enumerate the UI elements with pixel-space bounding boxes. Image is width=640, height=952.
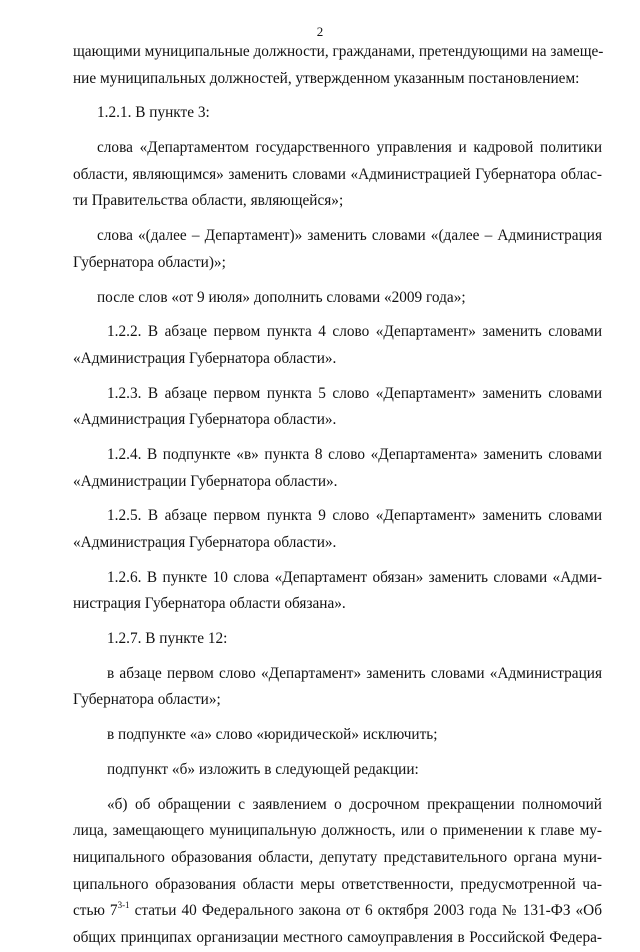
text-line-with-superscript <box>73 898 602 925</box>
paragraph-heading: 1.2.1. В пункте 3: <box>97 104 210 122</box>
text-line: «Администрация Губернатора области». <box>73 411 337 429</box>
superscript: 3-1 <box>117 900 130 911</box>
page-number: 2 <box>316 24 324 39</box>
text-line: ти Правительства области, являющейся»; <box>73 192 344 210</box>
text-line: «Администрация Губернатора области». <box>73 534 337 551</box>
text-line: 1.2.6. В пункте 10 слова «Департамент обязан» заменить словами «Адми- <box>107 568 602 586</box>
text-line: «Администрация Губернатора области». <box>73 349 337 367</box>
text-line: ние муниципальных должностей, утвержденном указанным постановлением: <box>73 69 580 87</box>
text-line: «б) об обращении с заявлением о досрочном прекращении полномочий <box>107 795 602 813</box>
text-fragment: стью 7 <box>73 902 118 920</box>
text-line: слова «(далее – Департамент)» заменить словами «(далее – Администрация <box>97 227 602 245</box>
paragraph-heading: 1.2.7. В пункте 12: <box>107 630 228 648</box>
text-fragment: статьи 40 Федерального закона от 6 октября 2003 года № 131-ФЗ «Об <box>129 902 602 920</box>
text-line: щающими муниципальные должности, гражданами, претендующими на замеще- <box>73 43 604 60</box>
text-line: нистрация Губернатора области обязана». <box>73 595 346 613</box>
text-line: общих принципах организации местного самоуправления в Российской Федера- <box>73 928 602 946</box>
text-line: 1.2.4. В подпункте «в» пункта 8 слово «Департамента» заменить словами <box>107 445 602 463</box>
text-line: ниципального образования области, депутату представительного органа муни- <box>73 848 602 866</box>
text-line: после слов «от 9 июля» дополнить словами «2009 года»; <box>97 288 466 306</box>
text-line: Губернатора области)»; <box>73 253 226 271</box>
text-line: «Администрации Губернатора области». <box>73 472 338 490</box>
text-line: 1.2.3. В абзаце первом пункта 5 слово «Департамент» заменить словами <box>107 384 602 402</box>
text-line: 1.2.2. В абзаце первом пункта 4 слово «Департамент» заменить словами <box>107 323 602 341</box>
text-line: слова «Департаментом государственного управления и кадровой политики <box>97 139 602 157</box>
text-line: области, являющимся» заменить словами «Администрацией Губернатора облас- <box>73 165 602 183</box>
text-line: Губернатора области»; <box>73 691 221 709</box>
text-line: в подпункте «а» слово «юридической» исключить; <box>107 726 438 744</box>
text-line: в абзаце первом слово «Департамент» заменить словами «Администрация <box>107 664 602 682</box>
text-line: ципального образования области меры ответственности, предусмотренной ча- <box>73 875 602 893</box>
document-body <box>73 39 602 952</box>
text-line: 1.2.5. В абзаце первом пункта 9 слово «Департамент» заменить словами <box>107 507 602 525</box>
text-line: лица, замещающего муниципальную должность, или о применении к главе му- <box>73 822 602 840</box>
text-line: подпункт «б» изложить в следующей редакции: <box>107 760 419 778</box>
